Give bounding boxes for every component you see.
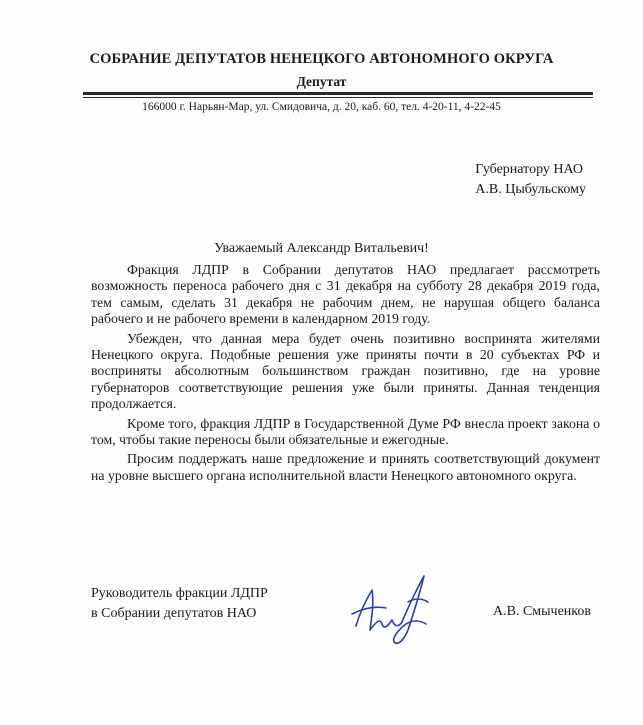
letterhead-rule-thick xyxy=(83,92,593,95)
body-paragraph: Убежден, что данная мера будет очень позитивно воспринята жителями Ненецкого округа. Подобные решения уже приняты почти в 20 субъектах РФ и восприняты абсолютным большинством граждан позитивно, где на уровне губернаторов соответствующие решения уже были приняты. Данная тенденция продолжается. xyxy=(91,330,600,412)
handwritten-signature xyxy=(342,568,437,650)
letterhead-rule-thin xyxy=(83,97,593,98)
letterhead-organization: СОБРАНИЕ ДЕПУТАТОВ НЕНЕЦКОГО АВТОНОМНОГО ОКРУГА xyxy=(89,51,554,67)
signature-strokes xyxy=(352,576,428,643)
signatory-title-line: в Собрании депутатов НАО xyxy=(91,606,257,621)
signatory-title xyxy=(91,584,268,624)
signatory-title-line: Руководитель фракции ЛДПР xyxy=(91,586,268,601)
recipient-position: Губернатору НАО xyxy=(475,162,584,177)
body-paragraph: Фракция ЛДПР в Собрании депутатов НАО предлагает рассмотреть возможность переноса рабочего дня с 31 декабря на субботу 28 декабря 2019 года, тем самым, сделать 31 декабря не рабочим днем, не нарушая общего баланса рабочего и не рабочего времени в календарном 2019 году. xyxy=(91,262,600,327)
recipient-name: А.В. Цыбульскому xyxy=(475,182,586,197)
body-paragraph: Просим поддержать наше предложение и принять соответствующий документ на уровне высшего органа исполнительной власти Ненецкого автономного округа. xyxy=(91,451,600,483)
letterhead-role: Депутат xyxy=(296,74,347,89)
recipient-block xyxy=(475,160,586,200)
letterhead-address: 166000 г. Нарьян-Мар, ул. Смидовича, д. 20, каб. 60, тел. 4-20-11, 4-22-45 xyxy=(142,101,501,113)
body-paragraph: Кроме того, фракция ЛДПР в Государственной Думе РФ внесла проект закона о том, чтобы такие переносы были обязательные и ежегодные. xyxy=(91,415,600,448)
letter-body xyxy=(91,262,600,487)
greeting: Уважаемый Александр Витальевич! xyxy=(214,241,429,256)
signatory-name: А.В. Смыченков xyxy=(493,604,591,619)
